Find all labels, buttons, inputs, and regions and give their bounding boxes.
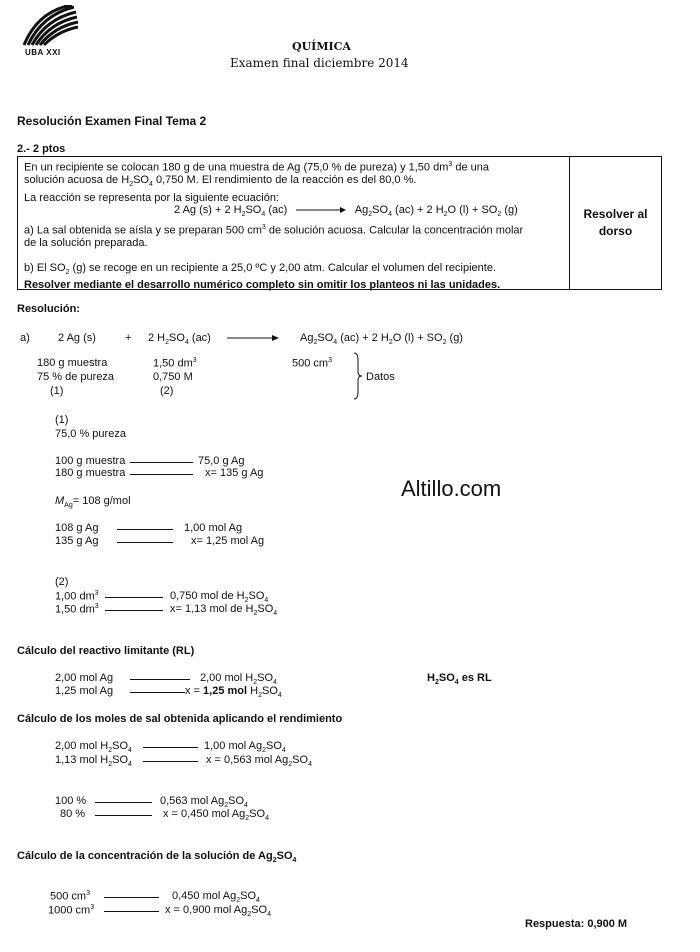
- answer: Respuesta: 0,900 M: [525, 918, 628, 930]
- logo-text: UBA XXI: [25, 48, 61, 57]
- side-note: Resolver al dorso: [583, 207, 648, 238]
- question-heading: 2.- 2 ptos: [17, 143, 66, 155]
- exam-subtitle: Examen final diciembre 2014: [230, 56, 409, 70]
- question-box: En un recipiente se colocan 180 g de una muestra de Ag (75,0 % de pureza) y 1,50 $dm^3$ de una solución acuosa de $H_2SO_4$ 0,750 M. El rendimiento de la reacción es del 80,0 %. La reacción se representa por la siguiente ecuación: 2 Ag (s) + 2 $H_2SO_4$ (ac) $Ag_2SO_4$ (ac) + 2 $H_2O$ $(l) + SO_2$ (g) a) La sal obtenida se aísla y se preparan 500 $cm^3$ de solución acuosa. Calcular la concentración molar de la solución preparada. b) El $SO_2$ (g) se recoge en un recipiente a 25,0 ºC y 2,00 atm. Calcular el volumen del recipiente. Resolver mediante el desarrollo numérico completo sin omitir los planteos ni las unidades. Resolver al dorso: [17, 156, 662, 290]
- watermark: Altillo.com: [401, 476, 502, 501]
- subject-title: QUÍMICA: [292, 40, 351, 53]
- resolution-heading: Resolución:: [17, 303, 80, 315]
- moles-heading: Cálculo de los moles de sal obtenida aplicando el rendimiento: [17, 713, 343, 725]
- rl-heading: Cálculo del reactivo limitante (RL): [17, 645, 195, 657]
- uba-logo-icon: [22, 5, 80, 49]
- conc-heading: Cálculo de la concentración de la solución de $Ag_2SO_4$: [17, 850, 297, 865]
- page-title: Resolución Examen Final Tema 2: [17, 114, 207, 128]
- brace-icon: [352, 352, 364, 400]
- reaction-arrow-icon: [227, 334, 279, 342]
